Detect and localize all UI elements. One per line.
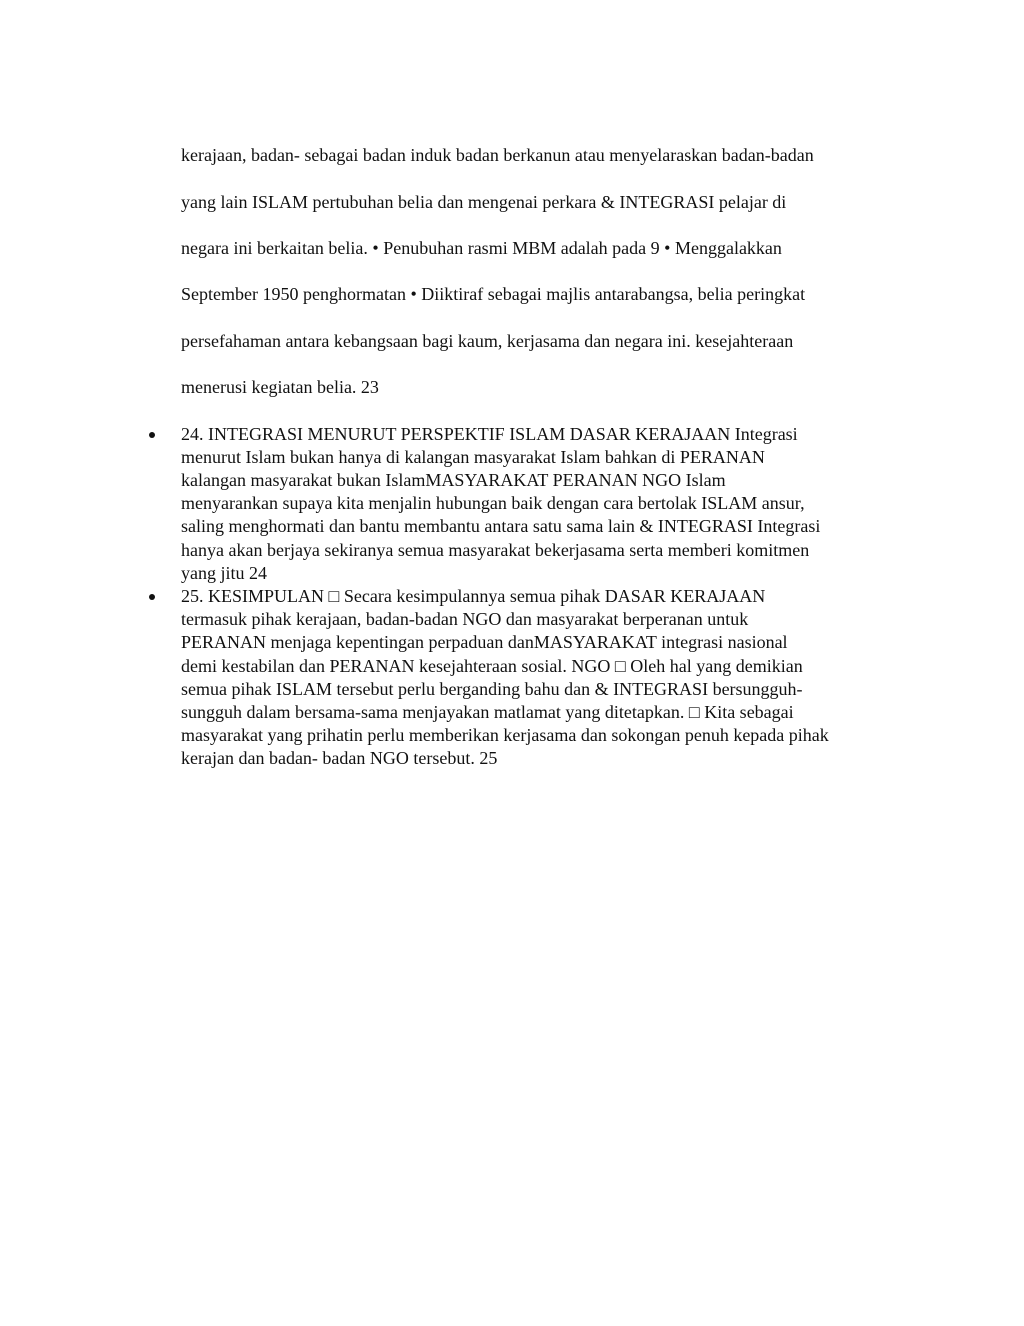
text-line: 24. INTEGRASI MENURUT PERSPEKTIF ISLAM DASAR KERAJAAN Integrasi xyxy=(181,423,798,444)
text-line: termasuk pihak kerajaan, badan-badan NGO dan masyarakat berperanan untuk xyxy=(181,609,749,630)
text-line: demi kestabilan dan PERANAN kesejahteraan sosial. NGO □ Oleh hal yang demikian xyxy=(181,655,803,676)
text-line: persefahaman antara kebangsaan bagi kaum, kerjasama dan negara ini. kesejahteraan xyxy=(181,330,794,351)
text-line: negara ini berkaitan belia. • Penubuhan rasmi MBM adalah pada 9 • Menggalakkan xyxy=(181,238,782,259)
text-line: menurut Islam bukan hanya di kalangan masyarakat Islam bahkan di PERANAN xyxy=(181,446,765,467)
text-line: saling menghormati dan bantu membantu antara satu sama lain & INTEGRASI Integrasi xyxy=(181,516,821,537)
text-line: menyarankan supaya kita menjalin hubungan baik dengan cara bertolak ISLAM ansur, xyxy=(181,493,805,514)
text-line: menerusi kegiatan belia. 23 xyxy=(181,377,379,398)
text-line: September 1950 penghormatan • Diiktiraf sebagai majlis antarabangsa, belia peringkat xyxy=(181,284,806,305)
text-line: PERANAN menjaga kepentingan perpaduan danMASYARAKAT integrasi nasional xyxy=(181,632,788,653)
text-line: yang lain ISLAM pertubuhan belia dan mengenai perkara & INTEGRASI pelajar di xyxy=(181,191,787,212)
text-line: semua pihak ISLAM tersebut perlu berganding bahu dan & INTEGRASI bersungguh- xyxy=(181,678,803,699)
bullet-icon xyxy=(149,594,155,600)
bullet-icon xyxy=(149,432,155,438)
bullet-item-integrasi xyxy=(181,423,911,585)
text-line: yang jitu 24 xyxy=(181,562,267,583)
bullet-item-kesimpulan xyxy=(181,585,911,771)
document-body xyxy=(181,121,911,771)
text-line: hanya akan berjaya sekiranya semua masyarakat bekerjasama serta memberi komitmen xyxy=(181,539,810,560)
text-line: 25. KESIMPULAN □ Secara kesimpulannya semua pihak DASAR KERAJAAN xyxy=(181,586,766,607)
text-line: masyarakat yang prihatin perlu memberikan kerjasama dan sokongan penuh kepada pihak xyxy=(181,725,829,746)
text-line: kerajaan, badan- sebagai badan induk badan berkanun atau menyelaraskan badan-badan xyxy=(181,145,814,166)
intro-paragraph xyxy=(181,121,911,423)
text-line: sungguh dalam bersama-sama menjayakan matlamat yang ditetapkan. □ Kita sebagai xyxy=(181,702,794,723)
text-line: kalangan masyarakat bukan IslamMASYARAKAT PERANAN NGO Islam xyxy=(181,470,726,491)
text-line: kerajan dan badan- badan NGO tersebut. 25 xyxy=(181,748,498,769)
